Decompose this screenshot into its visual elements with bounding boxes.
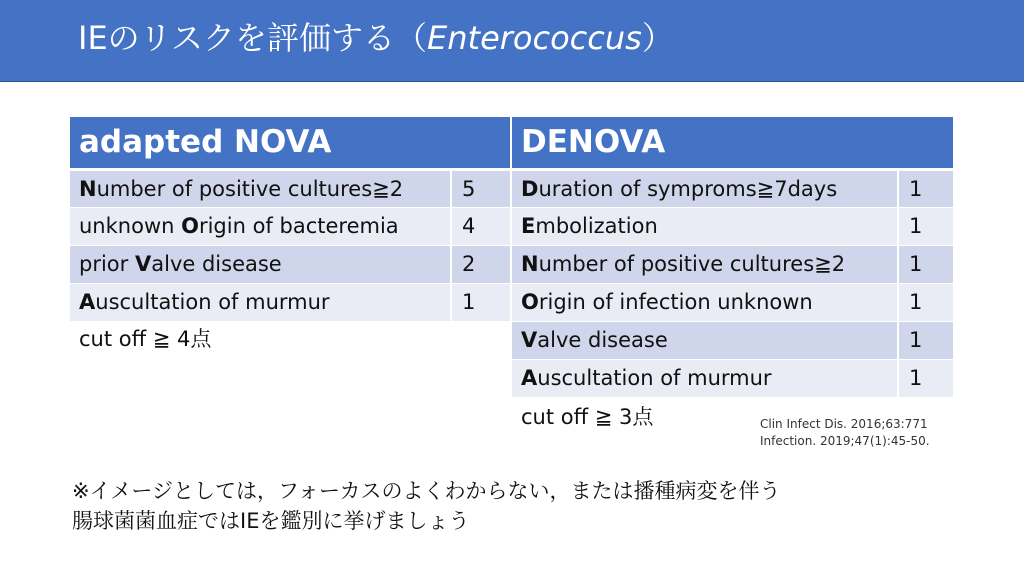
criterion-prefix: unknown	[79, 214, 182, 238]
references	[760, 416, 930, 450]
criterion-cell	[70, 245, 451, 283]
denova-header: DENOVA	[512, 117, 953, 169]
criterion-key-letter: O	[181, 214, 199, 238]
adapted-nova-table	[70, 117, 510, 322]
criterion-text: alve disease	[537, 328, 668, 352]
clinical-note-line: 腸球菌菌血症ではIEを鑑別に挙げましょう	[72, 509, 470, 533]
nova-cutoff-text: cut off ≧ 4点	[79, 327, 212, 351]
criterion-text: rigin of infection unknown	[538, 290, 813, 314]
criterion-text: rigin of bacteremia	[198, 214, 399, 238]
points-cell: 1	[898, 207, 953, 245]
criterion-key-letter: E	[521, 214, 536, 238]
denova-cutoff-text: cut off ≧ 3点	[521, 405, 654, 429]
criterion-cell	[512, 359, 898, 397]
points-cell: 1	[898, 169, 953, 207]
title-bar	[0, 0, 1024, 82]
criterion-cell	[70, 283, 451, 321]
title-organism: Enterococcus	[427, 19, 642, 57]
table-row	[70, 245, 510, 283]
reference-citation: Clin Infect Dis. 2016;63:771	[760, 417, 928, 431]
points-cell: 5	[451, 169, 510, 207]
criterion-prefix: prior	[79, 252, 135, 276]
table-row	[70, 283, 510, 321]
clinical-note-line: ※イメージとしては，フォーカスのよくわからない，または播種病変を伴う	[72, 479, 781, 503]
table-row	[512, 169, 953, 207]
criterion-key-letter: N	[521, 252, 539, 276]
criterion-key-letter: N	[79, 176, 97, 201]
criterion-text: uscultation of murmur	[537, 366, 772, 390]
criterion-text: umber of positive cultures≧2	[96, 176, 404, 201]
points-cell: 2	[451, 245, 510, 283]
criterion-text: uscultation of murmur	[95, 290, 330, 314]
points-cell: 1	[898, 245, 953, 283]
criterion-cell	[512, 207, 898, 245]
criterion-key-letter: A	[521, 366, 538, 390]
table-row	[70, 207, 510, 245]
points-cell: 1	[451, 283, 510, 321]
criterion-key-letter: O	[521, 290, 539, 314]
criterion-cell	[70, 207, 451, 245]
table-row	[512, 283, 953, 321]
criterion-cell	[512, 245, 898, 283]
criterion-key-letter: A	[79, 290, 96, 314]
denova-table	[512, 117, 953, 398]
table-row	[512, 321, 953, 359]
criterion-text: umber of positive cultures≧2	[538, 252, 846, 276]
slide-title	[78, 15, 674, 61]
table-row	[512, 207, 953, 245]
title-main: IEのリスクを評価する（	[78, 19, 428, 57]
criterion-cell	[512, 321, 898, 359]
title-close: ）	[641, 19, 674, 57]
criterion-text: alve disease	[151, 252, 282, 276]
criterion-cell	[512, 169, 898, 207]
points-cell: 1	[898, 321, 953, 359]
points-cell: 1	[898, 283, 953, 321]
criterion-key-letter: V	[134, 252, 152, 276]
criterion-key-letter: D	[521, 176, 539, 201]
criterion-text: uration of symproms≧7days	[538, 176, 838, 201]
adapted-nova-header: adapted NOVA	[70, 117, 510, 169]
points-cell: 4	[451, 207, 510, 245]
criterion-key-letter: V	[521, 328, 538, 352]
points-cell: 1	[898, 359, 953, 397]
criterion-cell	[70, 169, 451, 207]
table-row	[512, 245, 953, 283]
clinical-note	[72, 476, 781, 536]
table-row	[512, 359, 953, 397]
table-row	[70, 169, 510, 207]
reference-citation: Infection. 2019;47(1):45-50.	[760, 434, 930, 448]
criterion-cell	[512, 283, 898, 321]
criterion-text: mbolization	[535, 214, 658, 238]
